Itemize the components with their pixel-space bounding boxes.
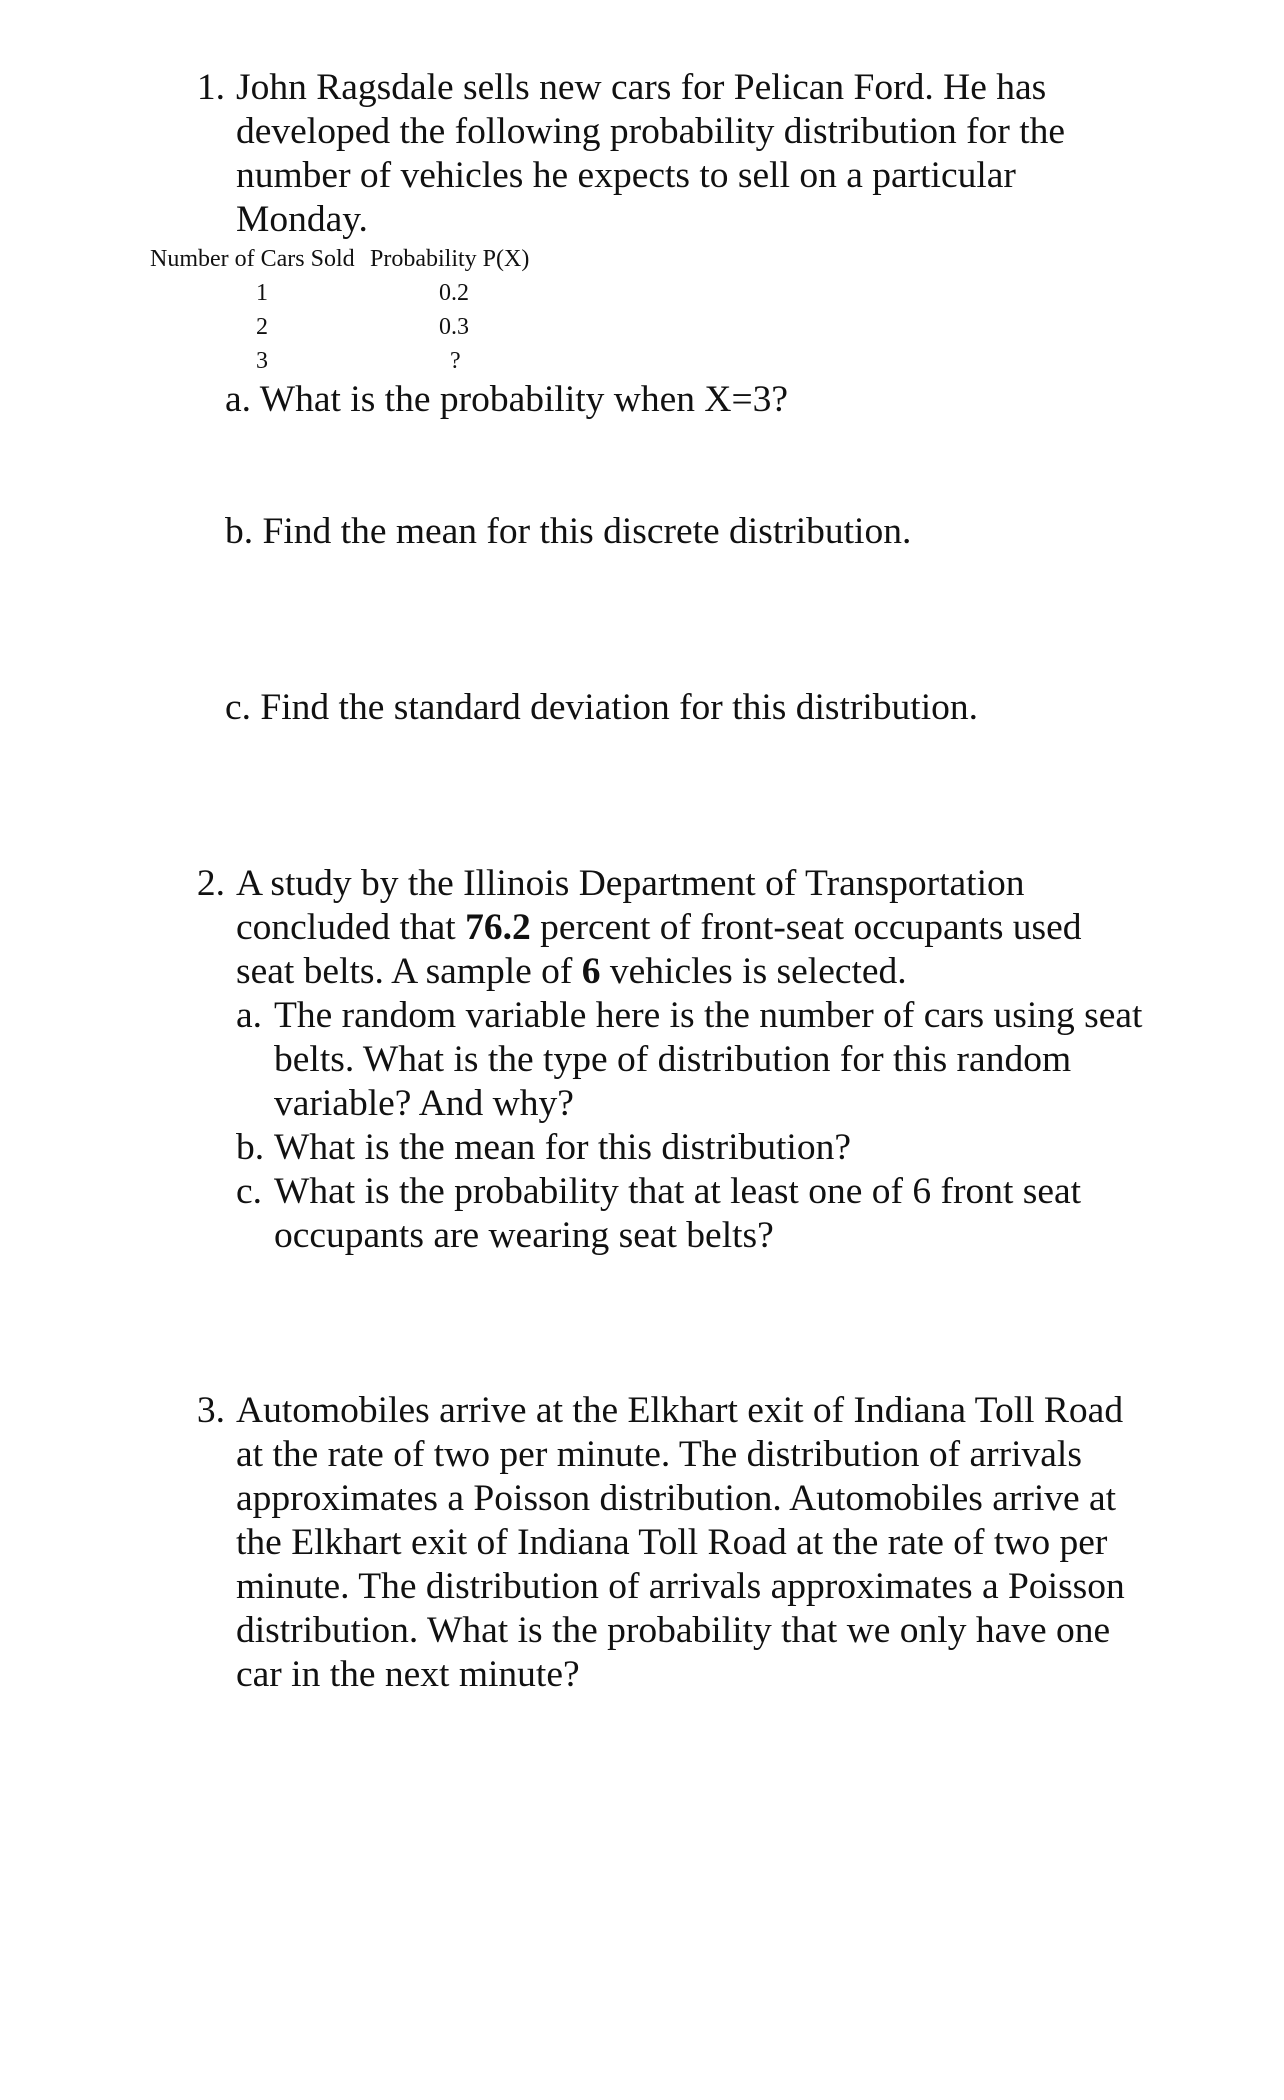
question-2-percent: 76.2 bbox=[465, 907, 531, 948]
table-row bbox=[150, 344, 540, 378]
probability-table bbox=[150, 242, 540, 378]
table-header-probability: Probability P(X) bbox=[370, 246, 530, 272]
question-2-text-post: vehicles is selected. bbox=[600, 951, 907, 992]
question-2-part-c bbox=[236, 1170, 1143, 1258]
question-2-part-a bbox=[236, 994, 1143, 1126]
table-cell-x: 1 bbox=[256, 280, 268, 306]
question-3-text: Automobiles arrive at the Elkhart exit of Indiana Toll Road at the rate of two per minute. The distribution of arrivals approximates a Poisson distribution. Automobiles arrive at the Elkhart exit of Indiana Toll Road at the rate of two per minute. The distribution of arrivals approximates a Poisson distribution. What is the probability that we only have one car in the next minute? bbox=[236, 1390, 1125, 1695]
question-1-part-b: b. Find the mean for this discrete distribution. bbox=[225, 511, 912, 552]
table-header-cars-sold: Number of Cars Sold bbox=[150, 246, 355, 272]
question-1-text: John Ragsdale sells new cars for Pelican Ford. He has developed the following probability distribution for the number of vehicles he expects to sell on a particular Monday. bbox=[236, 67, 1066, 240]
question-1 bbox=[183, 66, 1143, 242]
question-1-part-c: c. Find the standard deviation for this distribution. bbox=[225, 687, 979, 728]
part-text: What is the probability that at least one of 6 front seat occupants are wearing seat belts? bbox=[274, 1171, 1082, 1256]
question-2 bbox=[183, 862, 1143, 1258]
table-header-row bbox=[150, 242, 540, 276]
part-text: The random variable here is the number of cars using seat belts. What is the type of distribution for this random variable? And why? bbox=[274, 995, 1143, 1124]
question-2-text bbox=[236, 862, 1143, 994]
part-label: a. bbox=[236, 995, 263, 1036]
question-2-body bbox=[225, 862, 1143, 1258]
table-cell-x: 2 bbox=[256, 314, 268, 340]
question-2-text-mid: percent of front-seat occupants used seat belts. A sample of bbox=[236, 907, 1082, 992]
question-1-part-a: a. What is the probability when X=3? bbox=[225, 379, 789, 420]
table-row bbox=[150, 310, 540, 344]
question-2-number: 2. bbox=[196, 863, 225, 904]
part-text: What is the mean for this distribution? bbox=[274, 1127, 851, 1168]
table-cell-p: 0.3 bbox=[439, 314, 469, 340]
table-cell-x: 3 bbox=[256, 348, 268, 374]
question-3 bbox=[183, 1389, 1143, 1697]
question-1-number: 1. bbox=[196, 67, 225, 108]
table-cell-p: 0.2 bbox=[439, 280, 469, 306]
question-2-part-b bbox=[236, 1126, 1143, 1170]
part-label: b. bbox=[236, 1127, 265, 1168]
table-row bbox=[150, 276, 540, 310]
question-2-sample-size: 6 bbox=[581, 951, 601, 992]
part-label: c. bbox=[236, 1171, 263, 1212]
question-3-number: 3. bbox=[196, 1390, 225, 1431]
table-cell-p: ? bbox=[450, 348, 461, 374]
question-2-text-pre: A study by the Illinois Department of Transportation concluded that bbox=[236, 863, 1025, 948]
